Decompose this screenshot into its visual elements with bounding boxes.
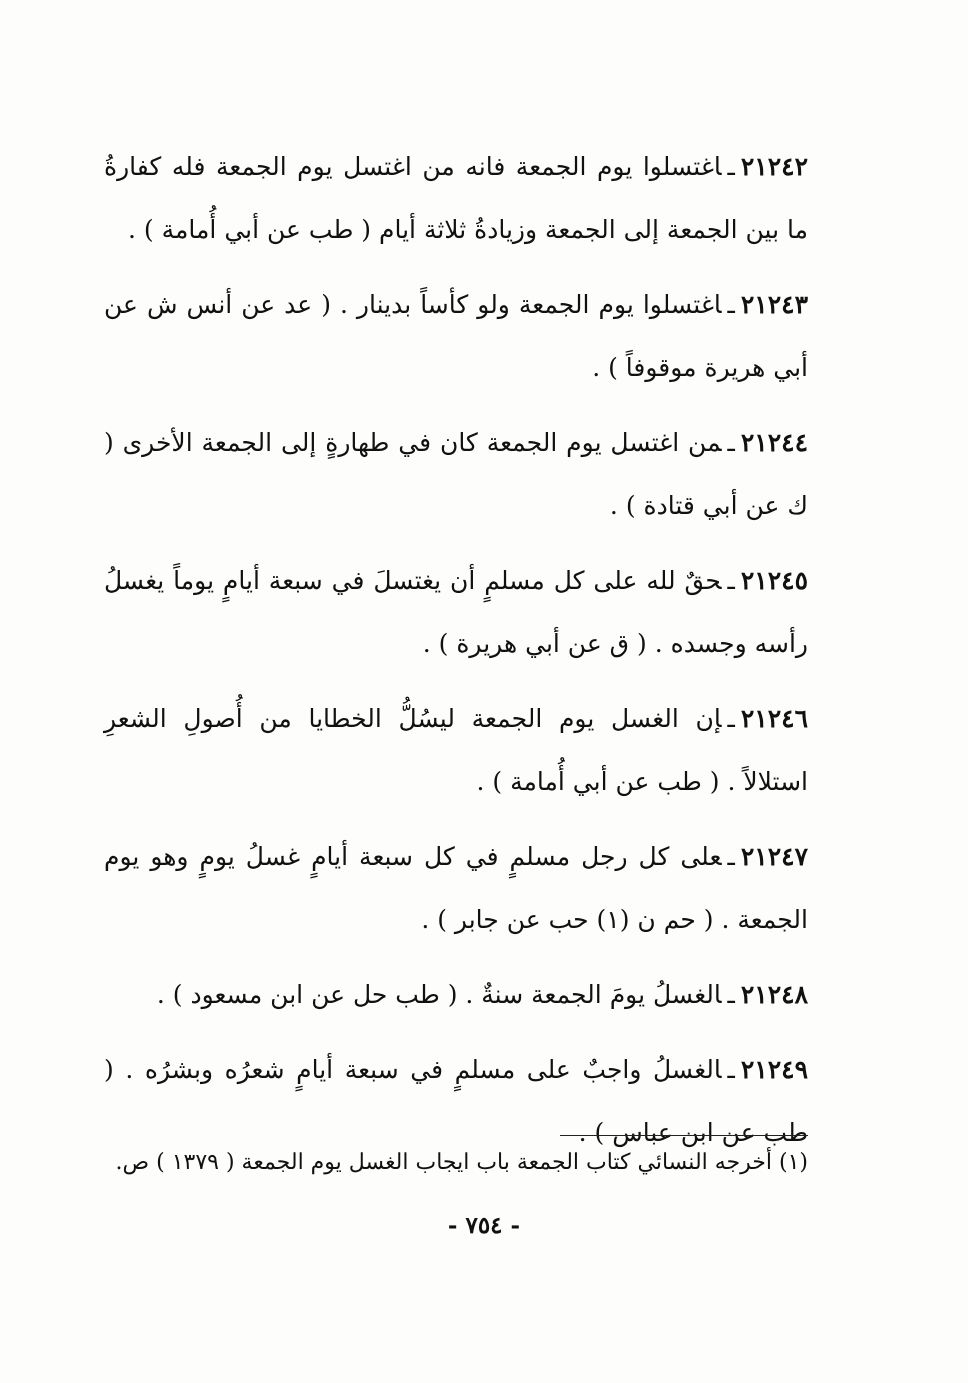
hadith-text: على كل رجل مسلمٍ في كل سبعة أيامٍ غسلُ يومٍ وهو يوم الجمعة . ( حم ن (١) حب عن جابر ) . [104,842,808,934]
footnote-divider [560,1135,808,1136]
hadith-number: ٢١٢٤٣ [740,290,808,319]
hadith-text: إن الغسل يوم الجمعة ليسُلُّ الخطايا من أُصولِ الشعرِ استلالاً . ( طب عن أبي أُمامة ) . [104,704,808,796]
hadith-entry [104,549,808,675]
hadith-text: الغسلُ يومَ الجمعة سنةٌ . ( طب حل عن ابن مسعود ) . [156,980,722,1009]
hadith-number: ٢١٢٤٤ [740,428,808,457]
hadith-text: اغتسلوا يوم الجمعة ولو كأساً بدينار . ( عد عن أنس ش عن أبي هريرة موقوفاً ) . [104,290,808,382]
hadith-entry [104,273,808,399]
hadith-entry [104,825,808,951]
hadith-text: حقٌ لله على كل مسلمٍ أن يغتسلَ في سبعة أيامٍ يوماً يغسلُ رأسه وجسده . ( ق عن أبي هريرة ) . [104,566,808,658]
hadith-number: ٢١٢٤٩ [740,1055,808,1084]
hadith-entry [104,963,808,1026]
hadith-number: ٢١٢٤٨ [740,980,808,1009]
hadith-dash: ـ [727,566,735,595]
hadith-text: من اغتسل يوم الجمعة كان في طهارةٍ إلى الجمعة الأخرى ( ك عن أبي قتادة ) . [104,428,808,520]
hadith-entry [104,687,808,813]
footnote: (١) أخرجه النسائي كتاب الجمعة باب ايجاب الغسل يوم الجمعة ( ١٣٧٩ ) ص. [115,1150,808,1175]
hadith-dash: ـ [727,428,735,457]
hadith-text: الغسلُ واجبٌ على مسلمٍ في سبعة أيامٍ شعرُه وبشرُه . ( طب عن ابن عباس ) . [104,1055,808,1147]
hadith-dash: ـ [727,980,735,1009]
hadith-number: ٢١٢٤٦ [740,704,808,733]
hadith-dash: ـ [727,290,735,319]
hadith-entry [104,135,808,261]
page-number: - ٧٥٤ - [447,1212,521,1239]
hadith-entry [104,411,808,537]
hadith-dash: ـ [727,842,735,871]
hadith-dash: ـ [727,1055,735,1084]
hadith-number: ٢١٢٤٢ [740,152,808,181]
hadith-text: اغتسلوا يوم الجمعة فانه من اغتسل يوم الجمعة فله كفارةُ ما بين الجمعة إلى الجمعة وزيادةُ ثلاثة أيام ( طب عن أبي أُمامة ) . [104,152,808,244]
hadith-number: ٢١٢٤٧ [740,842,808,871]
hadith-dash: ـ [727,704,735,733]
hadith-list [104,135,808,1176]
hadith-number: ٢١٢٤٥ [740,566,808,595]
hadith-dash: ـ [727,152,735,181]
